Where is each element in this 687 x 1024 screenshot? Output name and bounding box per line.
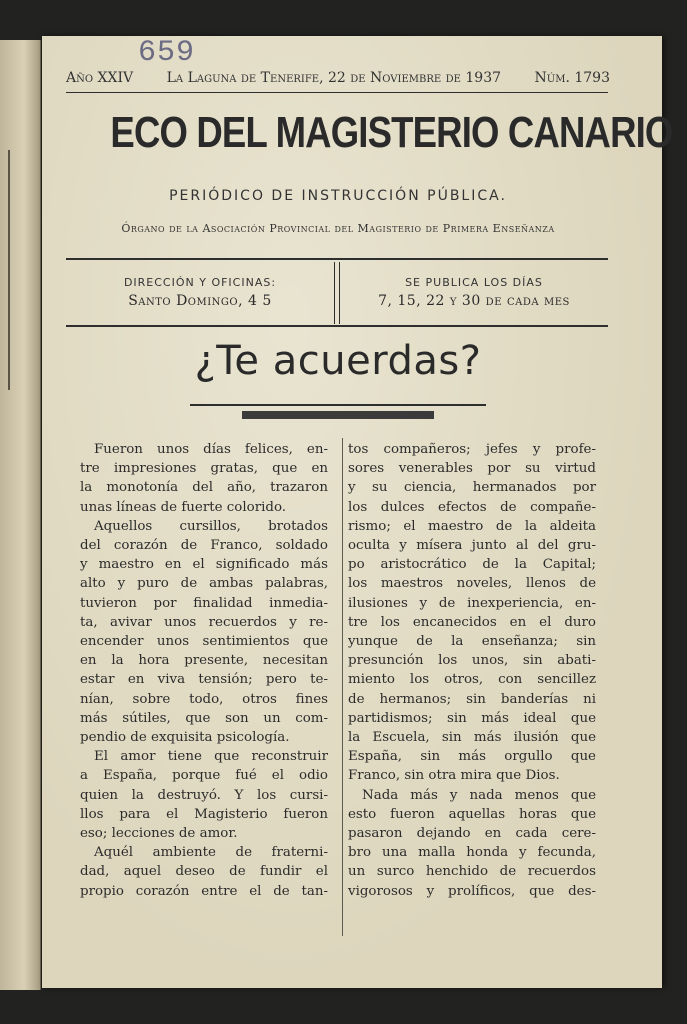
text-line: Fueron unos días felices, en- (94, 442, 328, 457)
text-line: yunque de la enseñanza; sin (348, 634, 596, 650)
text-line: bro una malla honda y fecunda, (348, 845, 596, 861)
text-line: un surco henchido de recuerdos (348, 864, 596, 880)
text-line: Franco, sin otra mira que Dios. (348, 768, 560, 784)
text-line: estar en viva tensión; pero te- (80, 672, 328, 688)
text-line: presunción los unos, sin abati- (348, 653, 596, 669)
masthead-meta (66, 70, 610, 86)
publication-value: 7, 15, 22 y 30 de cada mes (378, 293, 570, 309)
page-number: 659 (138, 36, 196, 70)
article-column-right (348, 440, 596, 901)
text-line: propio corazón entre el de tan- (80, 883, 328, 899)
text-line: España, sin más orgullo que (348, 749, 596, 765)
text-line: y su ciencia, hermanados por (348, 480, 596, 496)
direction-value: Santo Domingo, 4 5 (128, 293, 272, 309)
organ-line: Órgano de la Asociación Provincial del Magisterio de Primera Enseñanza (121, 222, 555, 235)
text-line: encender unos sentimientos que (80, 634, 328, 650)
text-line: la monotonía del año, trazaron (80, 480, 328, 496)
text-line: Aquellos cursillos, brotados (94, 518, 328, 534)
text-line: Aquél ambiente de fraterni- (94, 845, 328, 861)
text-line: alto y puro de ambas palabras, (80, 576, 328, 592)
previous-page-edge (0, 40, 41, 990)
text-line: quien la destruyó. Y los cursi- (80, 787, 328, 803)
text-line: los maestros noveles, llenos de (348, 576, 596, 592)
text-line: partidismos; sin más ideal que (348, 710, 596, 726)
headline-rule-thin (190, 404, 486, 406)
text-line: oculta y mísera junto al del gru- (348, 538, 596, 554)
text-line: a España, porque fué el odio (80, 768, 328, 784)
text-line: miento los otros, con sencillez (348, 672, 596, 688)
text-line: dad, aquel deseo de fundir el (80, 864, 328, 880)
text-line: unas líneas de fuerte colorido. (80, 499, 287, 515)
text-line: tre los encanecidos en el duro (348, 614, 596, 630)
text-line: sores venerables por su virtud (348, 461, 596, 477)
newspaper-title: ECO DEL MAGISTERIO CANARIO (110, 108, 673, 157)
publication-cell (340, 262, 608, 324)
info-box (66, 262, 608, 324)
article-column-left (80, 440, 328, 901)
direction-label: DIRECCIÓN Y OFICINAS: (123, 276, 277, 289)
text-line: la Escuela, sin más ilusión que (348, 730, 596, 746)
newspaper-page (42, 36, 673, 988)
issue-number: Núm. 1793 (534, 70, 610, 86)
year-label: Año XXIV (66, 70, 134, 86)
text-line: esto fueron aquellas horas que (348, 806, 596, 822)
text-line: los dulces efectos de compañe- (348, 499, 596, 515)
text-line: de hermanos; sin banderías ni (348, 691, 596, 707)
direction-cell (66, 262, 334, 324)
text-line: en la hora presente, necesitan (80, 653, 328, 669)
text-line: vigorosos y prolíficos, que des- (348, 883, 596, 899)
text-line: Nada más y nada menos que (362, 787, 596, 803)
column-divider (342, 438, 343, 936)
previous-page-mark (0, 150, 10, 390)
text-line: del corazón de Franco, soldado (80, 538, 328, 554)
text-line: pendio de exquisita psicología. (80, 730, 290, 746)
article-headline: ¿Te acuerdas? (194, 338, 482, 384)
masthead-top-rule (66, 92, 608, 93)
text-line: más sútiles, que son un com- (80, 710, 328, 726)
text-line: El amor tiene que reconstruir (94, 749, 328, 765)
text-line: po aristocrático de la Capital; (348, 557, 596, 573)
headline-rule-thick (242, 411, 434, 419)
info-top-rule (66, 258, 608, 260)
text-line: rismo; el maestro de la aldeita (348, 518, 596, 534)
info-bottom-rule (66, 325, 608, 327)
text-line: ilusiones y de inexperiencia, en- (348, 595, 596, 611)
place-date: La Laguna de Tenerife, 22 de Noviembre de 1937 (166, 70, 502, 86)
newspaper-subtitle: PERIÓDICO DE INSTRUCCIÓN PÚBLICA. (169, 188, 507, 204)
text-line: ta, avivar unos recuerdos y re- (80, 614, 328, 630)
text-line: tuvieron por finalidad inmedia- (80, 595, 328, 611)
text-line: tos compañeros; jefes y profe- (348, 442, 596, 457)
text-line: y maestro en el significado más (80, 557, 328, 573)
publication-label: SE PUBLICA LOS DÍAS (405, 276, 543, 289)
text-line: pasaron dejando en cada cere- (348, 826, 596, 842)
text-line: eso; lecciones de amor. (80, 826, 238, 842)
text-line: llos para el Magisterio fueron (80, 806, 328, 822)
text-line: nían, sobre todo, otros fines (80, 691, 328, 707)
text-line: tre impresiones gratas, que en (80, 461, 328, 477)
